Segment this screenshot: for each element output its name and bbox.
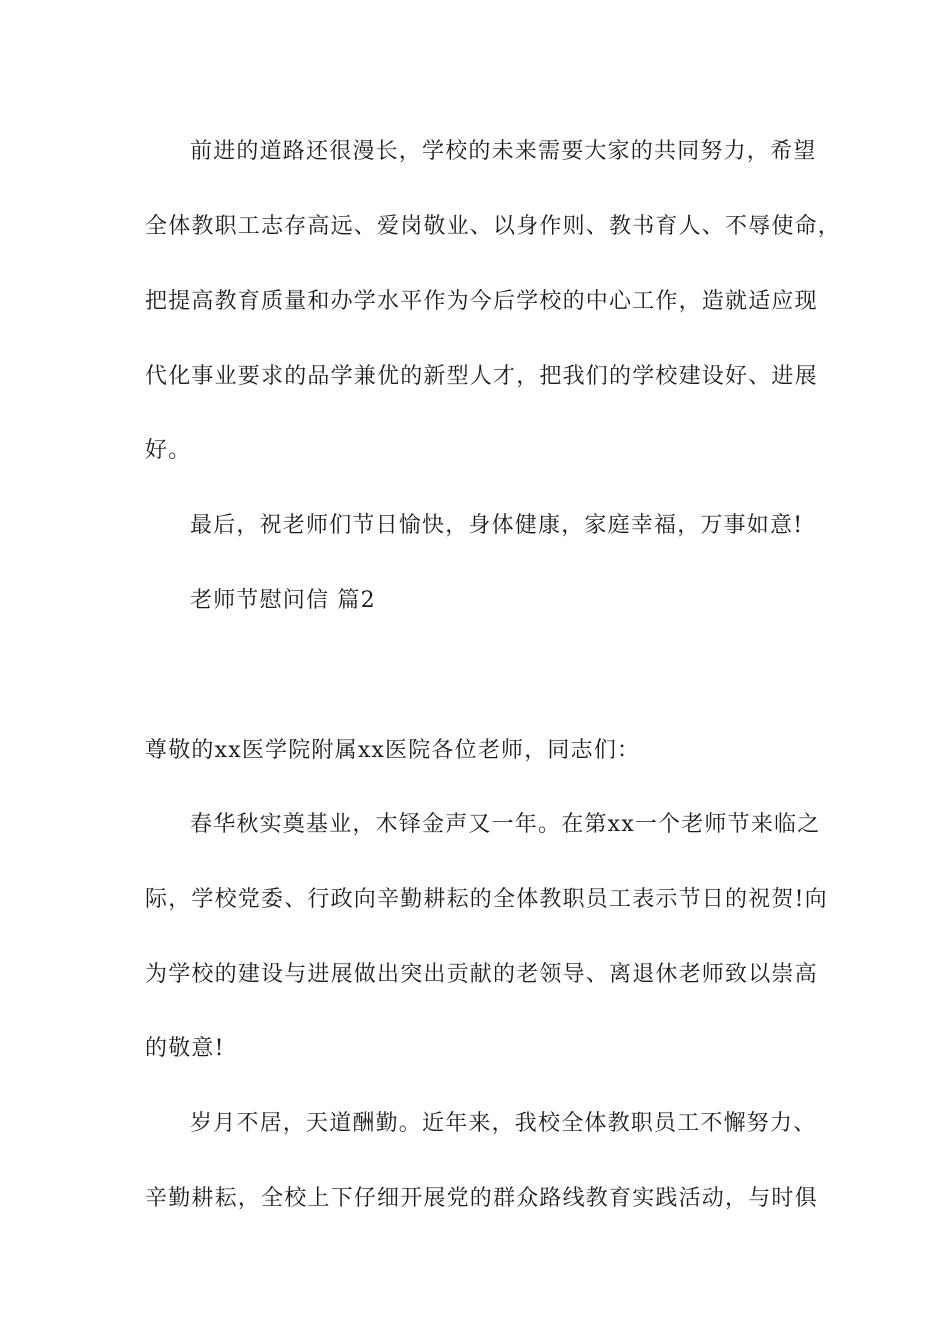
paragraph-line: 际，学校党委、行政向辛勤耕耘的全体教职员工表示节日的祝贺!向: [145, 887, 828, 912]
paragraph-line: 代化事业要求的品学兼优的新型人才，把我们的学校建设好、进展: [145, 364, 818, 389]
paragraph-line: 把提高教育质量和办学水平作为今后学校的中心工作，造就适应现: [145, 289, 818, 314]
paragraph-line: 前进的道路还很漫长，学校的未来需要大家的共同努力，希望: [190, 139, 817, 164]
paragraph-line: 岁月不居，天道酬勤。近年来，我校全体教职员工不懈努力、: [190, 1111, 817, 1136]
closing-wishes-line: 最后，祝老师们节日愉快，身体健康，家庭幸福，万事如意!: [190, 513, 804, 538]
paragraph-line: 为学校的建设与进展做出突出贡献的老领导、离退休老师致以崇高: [145, 962, 818, 987]
paragraph-line: 春华秋实奠基业，木铎金声又一年。在第xx一个老师节来临之: [190, 812, 821, 837]
paragraph-line: 好。: [145, 438, 192, 463]
paragraph-line: 的敬意!: [145, 1036, 225, 1061]
salutation-line: 尊敬的xx医学院附属xx医院各位老师，同志们：: [145, 738, 641, 763]
paragraph-line: 全体教职工志存高远、爱岗敬业、以身作则、教书育人、不辱使命，: [145, 214, 842, 239]
section-heading: 老师节慰问信 篇2: [190, 588, 376, 613]
paragraph-line: 辛勤耕耘，全校上下仔细开展党的群众路线教育实践活动，与时俱: [145, 1186, 818, 1211]
